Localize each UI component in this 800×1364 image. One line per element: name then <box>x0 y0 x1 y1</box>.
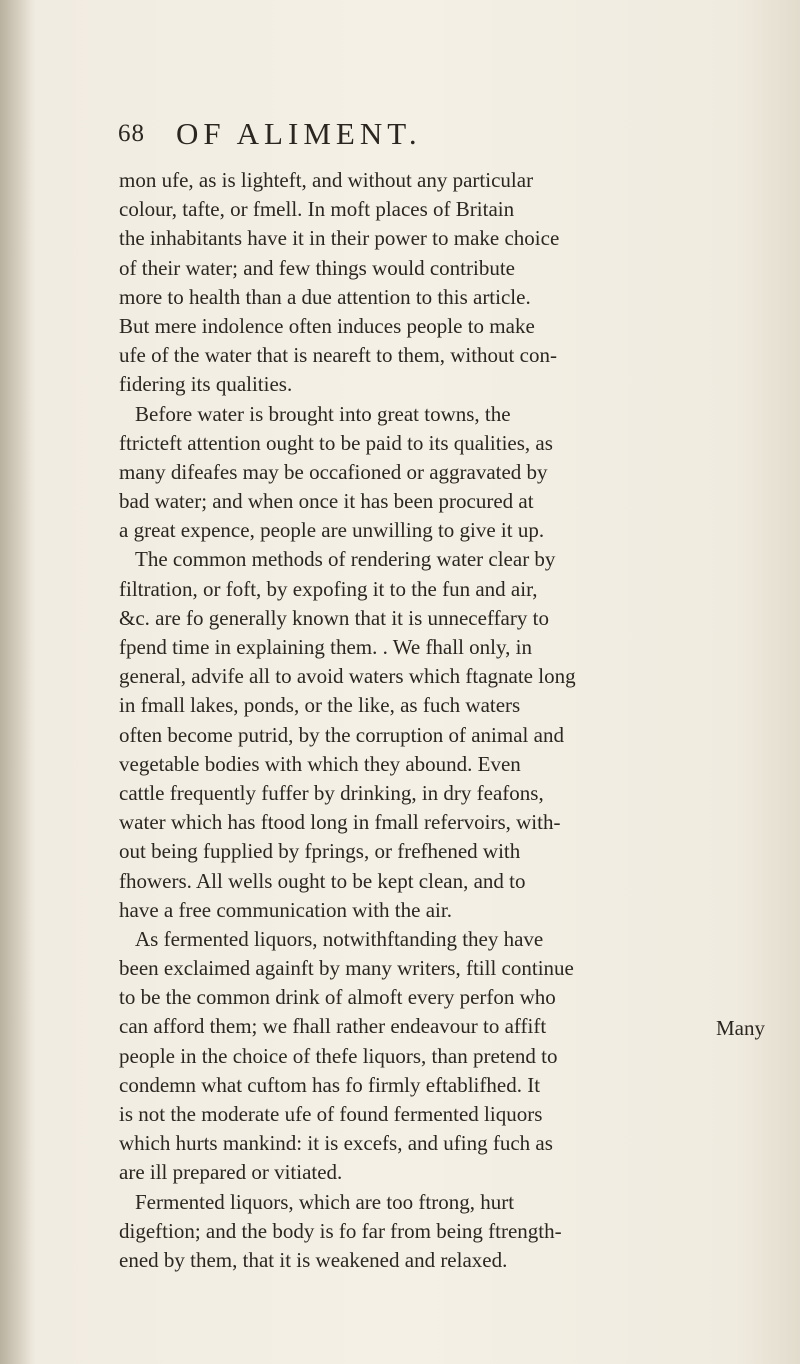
page-number: 68 <box>118 120 145 147</box>
text-line: often become putrid, by the corruption of animal and <box>119 722 564 747</box>
text-line: general, advife all to avoid waters which ftagnate long <box>119 664 576 689</box>
page-header <box>118 116 758 160</box>
text-line: the inhabitants have it in their power to make choice <box>119 226 560 251</box>
text-line: a great expence, people are unwilling to give it up. <box>119 518 545 543</box>
text-line: which hurts mankind: it is excefs, and ufing fuch as <box>119 1131 553 1156</box>
paragraph-start-line: Fermented liquors, which are too ftrong, hurt <box>135 1189 515 1214</box>
text-line: digeftion; and the body is fo far from being ftrength- <box>119 1218 562 1243</box>
text-line: ened by them, that it is weakened and relaxed. <box>119 1247 508 1272</box>
page-gutter-shadow <box>0 0 36 1364</box>
text-line: cattle frequently fuffer by drinking, in dry feafons, <box>119 780 544 805</box>
body-text <box>119 166 799 1275</box>
text-line: out being fupplied by fprings, or frefhened with <box>119 839 521 864</box>
running-title: OF ALIMENT. <box>176 116 422 151</box>
text-line: mon ufe, as is lighteft, and without any particular <box>119 168 534 192</box>
text-line: have a free communication with the air. <box>119 897 452 922</box>
paragraph-start-line: The common methods of rendering water clear by <box>135 547 556 572</box>
text-line: of their water; and few things would contribute <box>119 255 515 280</box>
text-line: can afford them; we fhall rather endeavour to affift <box>119 1014 547 1039</box>
text-line: been exclaimed againft by many writers, ftill continue <box>119 956 574 981</box>
text-line: filtration, or foft, by expofing it to the fun and air, <box>119 576 538 601</box>
text-line: fhowers. All wells ought to be kept clean, and to <box>119 868 526 893</box>
text-line: many difeafes may be occafioned or aggravated by <box>119 459 548 484</box>
text-line: are ill prepared or vitiated. <box>119 1160 343 1185</box>
text-line: ftricteft attention ought to be paid to its qualities, as <box>119 430 553 455</box>
text-line: to be the common drink of almoft every perfon who <box>119 985 556 1010</box>
text-line: is not the moderate ufe of found fermented liquors <box>119 1102 543 1126</box>
text-line: But mere indolence often induces people to make <box>119 313 535 338</box>
text-line: fpend time in explaining them. . We fhall only, in <box>119 635 532 659</box>
text-line: bad water; and when once it has been procured at <box>119 489 534 514</box>
text-line: in fmall lakes, ponds, or the like, as fuch waters <box>119 693 521 718</box>
text-line: water which has ftood long in fmall refervoirs, with- <box>119 810 561 835</box>
text-line: vegetable bodies with which they abound. Even <box>119 751 521 776</box>
text-line: colour, tafte, or fmell. In moft places of Britain <box>119 197 515 222</box>
catchword: Many <box>716 1016 765 1040</box>
text-line: ufe of the water that is neareft to them, without con- <box>119 343 557 368</box>
text-line: condemn what cuftom has fo firmly eftablifhed. It <box>119 1072 541 1097</box>
text-line: &c. are fo generally known that it is unneceffary to <box>119 605 549 630</box>
text-line: more to health than a due attention to this article. <box>119 284 531 309</box>
text-line: fidering its qualities. <box>119 372 293 397</box>
text-line: people in the choice of thefe liquors, than pretend to <box>119 1043 558 1068</box>
paragraph-start-line: Before water is brought into great towns, the <box>135 401 511 426</box>
paragraph-start-line: As fermented liquors, notwithftanding they have <box>135 926 544 951</box>
